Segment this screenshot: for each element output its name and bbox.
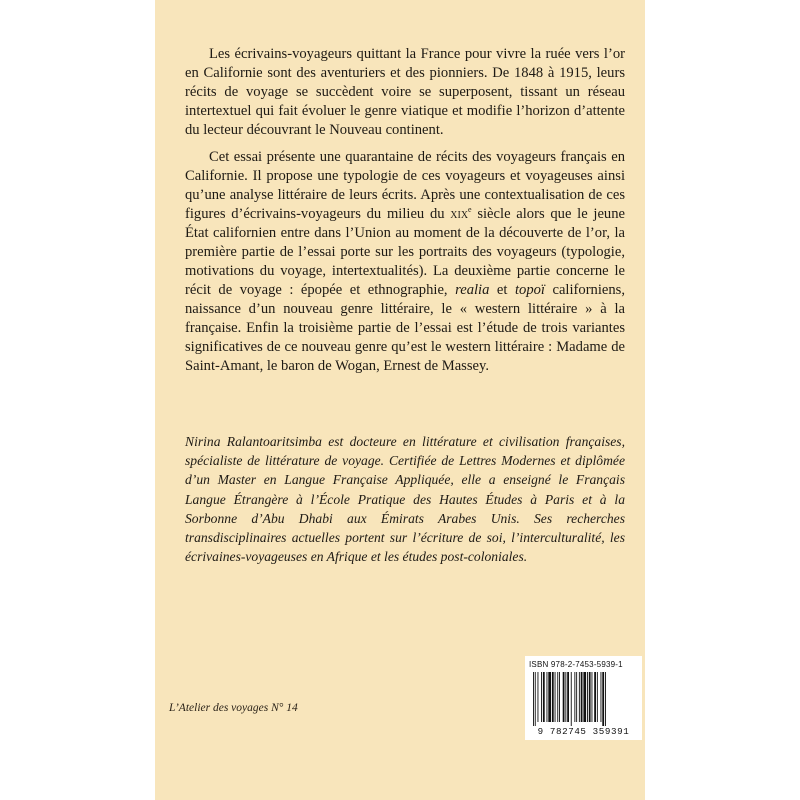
back-cover <box>155 0 645 800</box>
blurb-text: californiens, naissance d’un nouveau genre littéraire, le « western littéraire » à la française. Enfin la troisième partie de l’essai est l’étude de trois variantes significatives de ce nouveau genre qu’est le western littéraire : Madame de Saint-Amant, le baron de Wogan, Ernest de Massey. <box>185 282 626 374</box>
blurb-paragraph-1: Les écrivains-voyageurs quittant la France pour vivre la ruée vers l’or en Californie sont des aventuriers et des pionniers. De 1848 à 1915, leurs récits de voyage se succèdent voire se superposent, tissant un réseau intertextuel qui fait évoluer le genre viatique et modifie l’horizon d’attente du lecteur découvrant le Nouveau continent. <box>185 46 625 138</box>
century-superscript: e <box>468 205 472 214</box>
topoi-term: topoï <box>514 282 545 298</box>
realia-term: realia <box>455 282 490 298</box>
blurb-text: Cet essai présente une quarantaine de récits des voyageurs français en Californie. Il propose une typologie de ces voyageurs et voyageuses ainsi qu’une analyse littéraire de leurs écrits. Après une contextualisation de ces figures d’écrivains-voyageurs du milieu du <box>185 149 625 222</box>
author-bio: Nirina Ralantoaritsimba est docteure en littérature et civilisation françaises, spécialiste de littérature de voyage. Certifiée de Lettres Modernes et diplômée d’un Master en Langue Française Appliquée, elle a enseigné le Français Langue Étrangère à l’École Pratique des Hautes Études à Paris et à la Sorbonne d’Abu Dhabi aux Émirats Arabes Unis. Ses recherches transdisciplinaires actuelles portent sur l’écriture de soi, l’interculturalité, les écrivaines-voyageuses en Afrique et les études post-coloniales. <box>185 434 625 565</box>
blurb-text: siècle alors que le jeune État californien entre dans l’Union au moment de la découverte de l’or, la première partie de l’essai porte sur les portraits des voyageurs (typologie, motivations du voyage, intertextualités). La deuxième partie concerne le récit de voyage : épopée et ethnographie, <box>185 206 625 298</box>
blurb-paragraph-2 <box>185 148 625 376</box>
barcode-number: 9 782745 359391 <box>537 726 630 737</box>
century-numeral: xix <box>450 206 469 222</box>
blurb-text: et <box>489 282 515 298</box>
isbn-barcode <box>525 656 642 740</box>
isbn-label: ISBN 978-2-7453-5939-1 <box>529 660 623 669</box>
book-blurb <box>185 45 625 376</box>
barcode-bars-icon <box>533 672 634 726</box>
series-title: L’Atelier des voyages N° 14 <box>169 702 298 714</box>
